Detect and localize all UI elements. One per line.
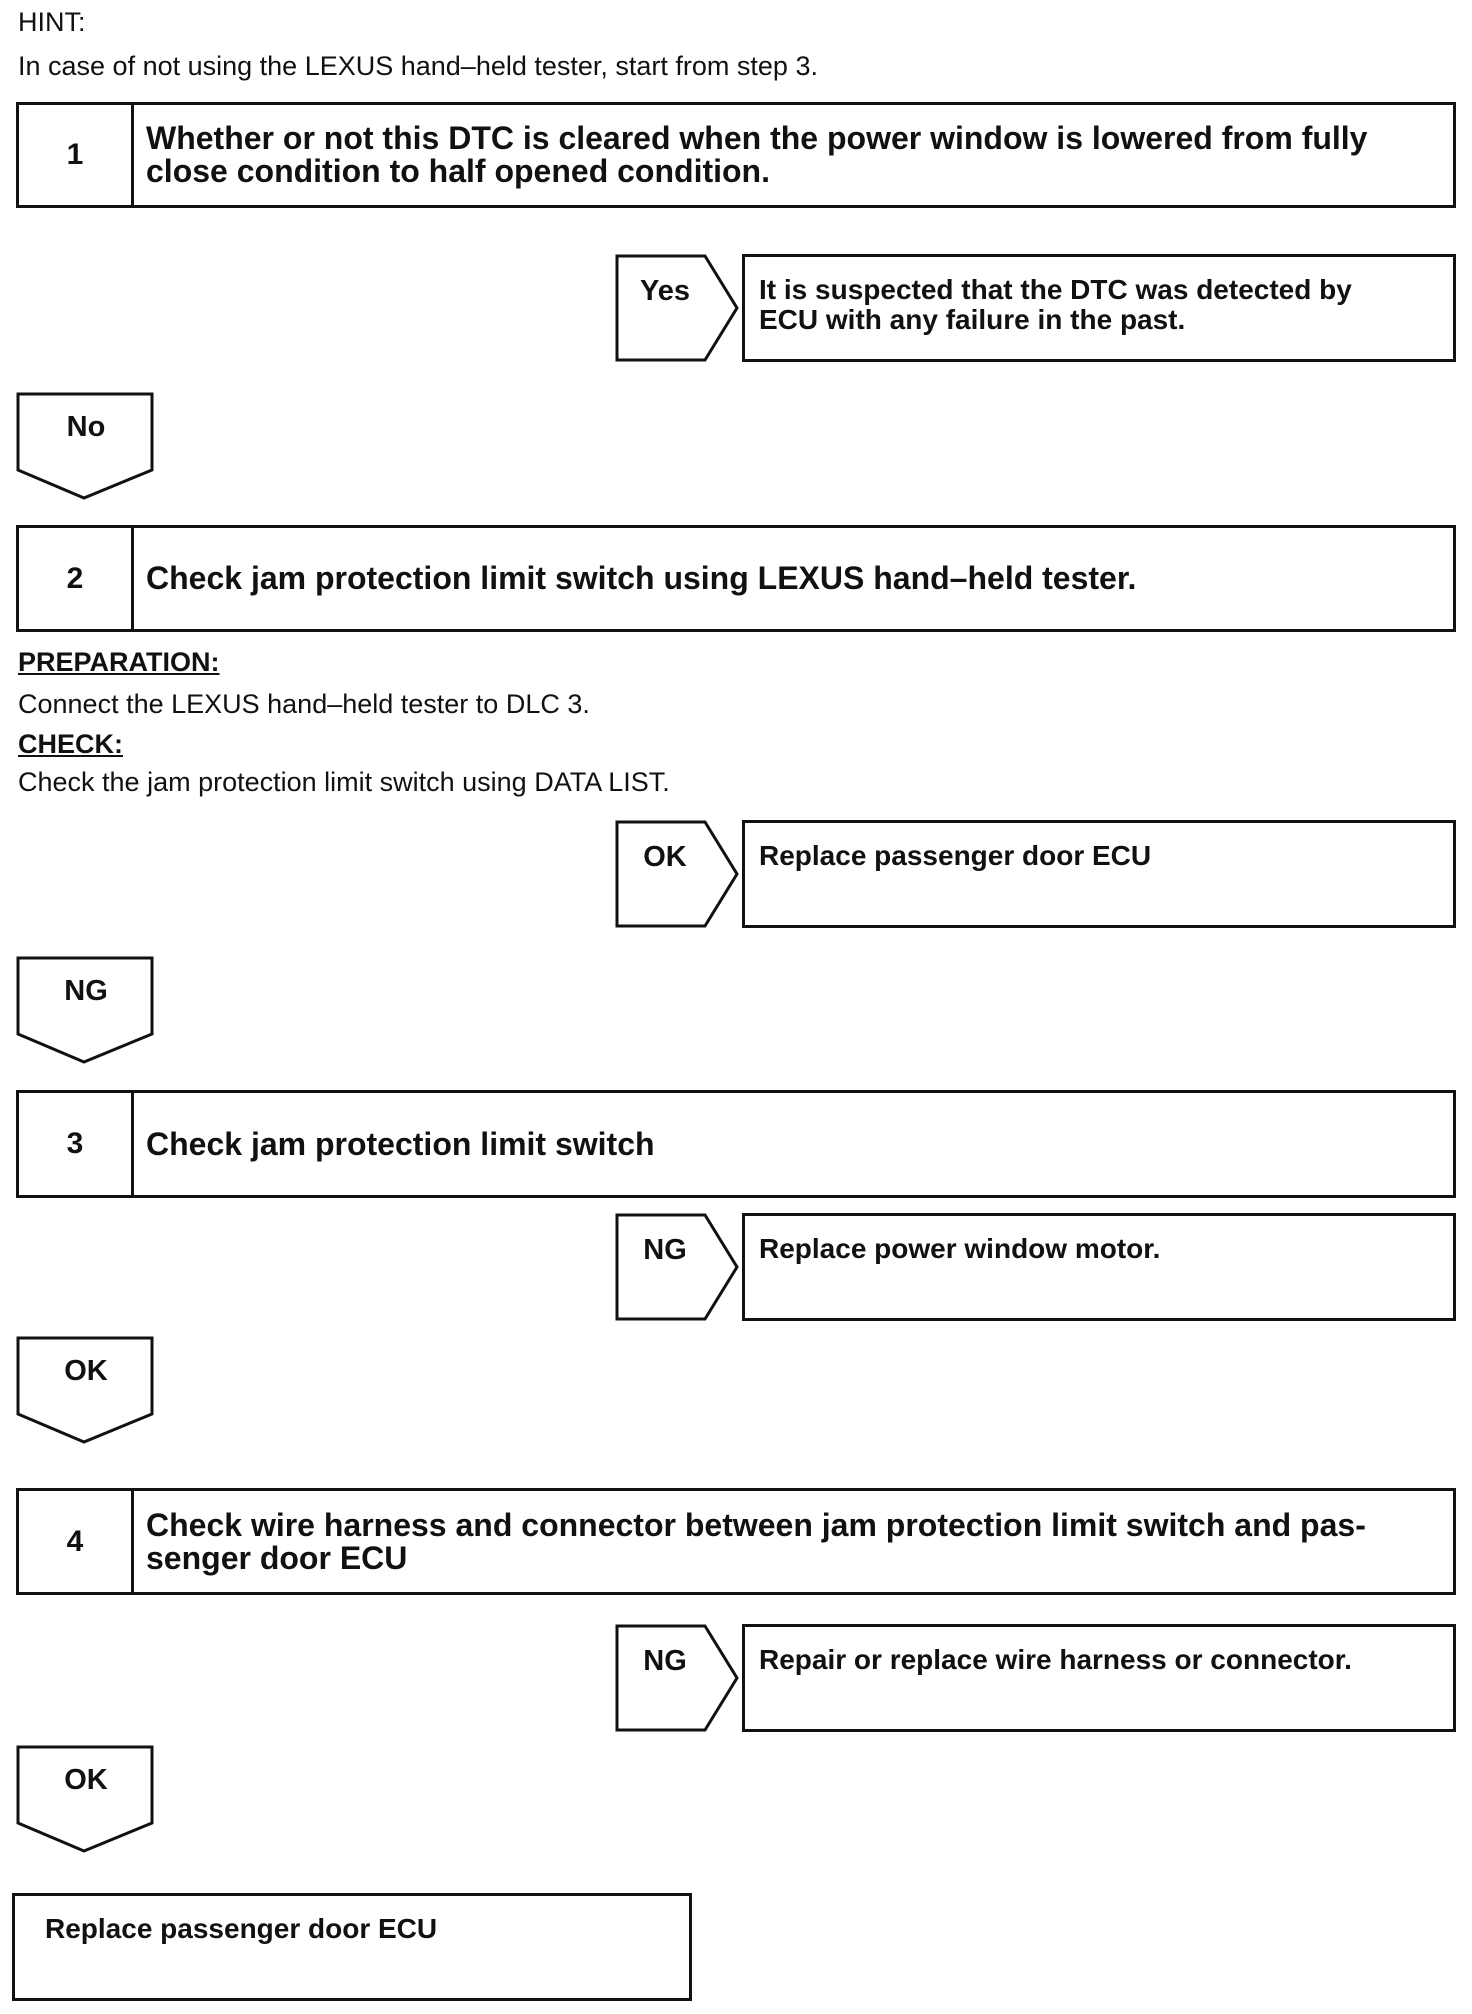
yes-result-line-1: It is suspected that the DTC was detected by <box>759 274 1352 305</box>
hint-text: In case of not using the LEXUS hand–held tester, start from step 3. <box>18 51 818 81</box>
step-2-ok-result: Replace passenger door ECU <box>759 840 1152 871</box>
step-4-title <box>134 1491 1453 1592</box>
step-2-ng-label: NG <box>64 975 108 1007</box>
yes-result-line-2: ECU with any failure in the past. <box>759 304 1186 335</box>
step-3-ng-label: NG <box>643 1234 687 1266</box>
step-4-ok-label: OK <box>64 1764 108 1796</box>
no-branch-label: No <box>66 411 106 443</box>
step-3-number: 3 <box>19 1093 134 1195</box>
step-4-ng-label: NG <box>643 1645 687 1677</box>
step-4-number: 4 <box>19 1491 134 1592</box>
step-1-number: 1 <box>19 105 134 205</box>
step-4-ng-arrow <box>615 1624 740 1732</box>
step-1-box <box>16 102 1456 208</box>
step-3-ng-arrow <box>615 1213 740 1321</box>
check-text: Check the jam protection limit switch using DATA LIST. <box>18 767 670 797</box>
step-2-number: 2 <box>19 528 134 629</box>
no-branch-arrow <box>16 392 156 507</box>
step-2-ng-arrow <box>16 956 156 1071</box>
preparation-text: Connect the LEXUS hand–held tester to DLC 3. <box>18 689 590 719</box>
preparation-label: PREPARATION: <box>18 647 220 677</box>
step-4-title-line-1: Check wire harness and connector between jam protection limit switch and pas- <box>146 1506 1366 1543</box>
step-3-ng-result-box <box>742 1213 1456 1321</box>
step-3-ok-arrow <box>16 1336 156 1451</box>
yes-branch-arrow <box>615 254 740 362</box>
step-2-ok-label: OK <box>643 841 687 873</box>
step-2-box <box>16 525 1456 632</box>
step-2-ok-result-box <box>742 820 1456 928</box>
step-4-box <box>16 1488 1456 1595</box>
yes-result-box <box>742 254 1456 362</box>
step-3-box <box>16 1090 1456 1198</box>
step-4-ng-result: Repair or replace wire harness or connector. <box>759 1644 1352 1675</box>
step-3-ok-label: OK <box>64 1355 108 1387</box>
step-2-ok-arrow <box>615 820 740 928</box>
final-result-box <box>12 1893 692 2001</box>
check-label: CHECK: <box>18 729 123 759</box>
step-3-title: Check jam protection limit switch <box>146 1125 655 1162</box>
step-1-title <box>134 105 1453 205</box>
hint-label: HINT: <box>18 7 86 37</box>
step-3-ng-result: Replace power window motor. <box>759 1233 1161 1264</box>
step-2-title: Check jam protection limit switch using LEXUS hand–held tester. <box>146 560 1137 596</box>
step-4-ng-result-box <box>742 1624 1456 1732</box>
final-result-text: Replace passenger door ECU <box>45 1913 438 1944</box>
yes-branch-label: Yes <box>640 275 690 307</box>
step-1-title-line-2: close condition to half opened condition. <box>146 153 770 189</box>
step-4-title-line-2: senger door ECU <box>146 1539 408 1576</box>
step-1-title-line-1: Whether or not this DTC is cleared when the power window is lowered from fully <box>146 120 1368 156</box>
step-4-ok-arrow <box>16 1745 156 1860</box>
